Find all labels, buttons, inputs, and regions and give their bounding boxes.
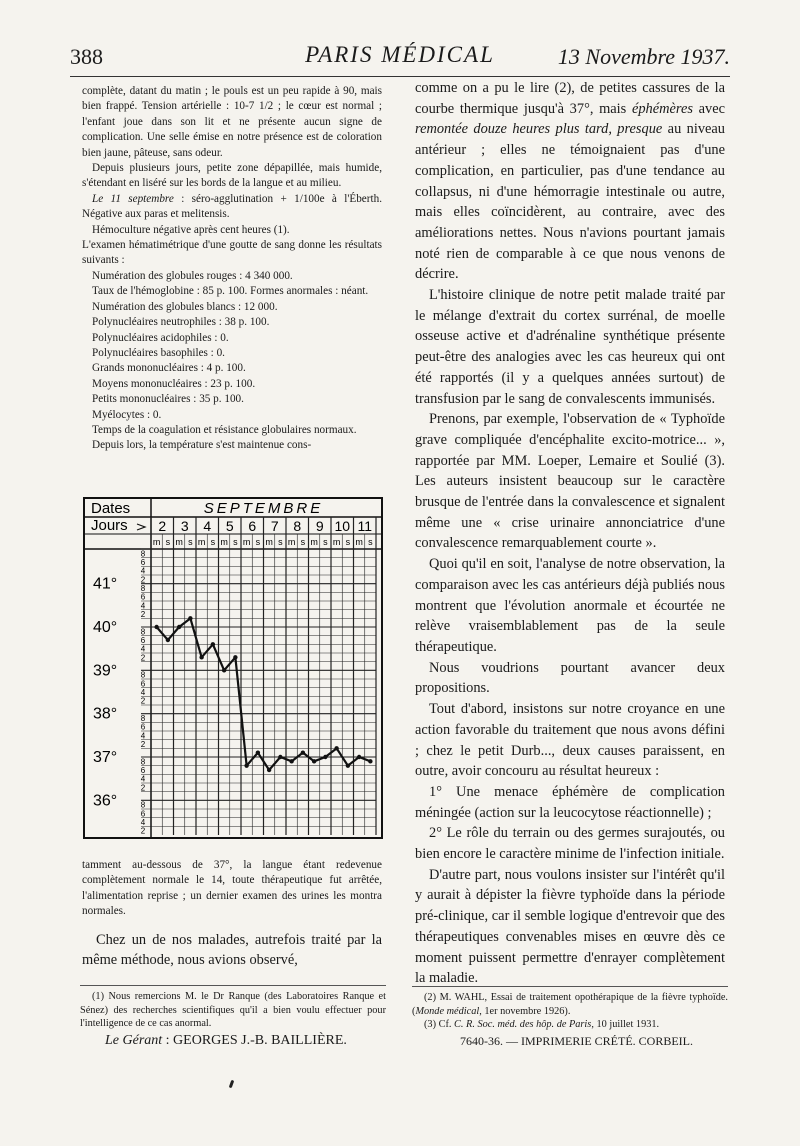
day-label: 5 [225, 518, 234, 534]
ink-mark [229, 1080, 235, 1089]
left-column [82, 84, 382, 454]
temperature-label: 36° [93, 792, 118, 810]
temperature-point [222, 668, 226, 672]
day-label: 4 [203, 518, 212, 534]
temperature-point [177, 625, 181, 629]
result-item: Myélocytes : 0. [92, 408, 162, 421]
tenth-label: 4 [140, 818, 146, 827]
tenth-label: 8 [140, 627, 146, 637]
temperature-chart [83, 497, 383, 839]
journal-name: C. R. Soc. méd. des hôp. de Paris [454, 1019, 592, 1030]
right-paragraph-7: 1° Une menace éphémère de complication méningée (action sur la leucocytose réactionnelle) ; [415, 783, 725, 821]
result-item: Grands mononucléaires : 4 p. 100. [92, 362, 246, 375]
half-day-label: m [355, 537, 363, 547]
tenth-label: 4 [140, 644, 146, 654]
day-label: 8 [293, 518, 302, 534]
tenth-label: 4 [140, 731, 146, 741]
blood-results-list [82, 269, 382, 438]
day-label: 3 [180, 518, 189, 534]
left-paragraph-2: Depuis plusieurs jours, petite zone dépapillée, mais humide, s'étendant en liséré sur les bords de la langue et au milieu. [82, 162, 382, 190]
half-day-label: m [265, 537, 273, 547]
left-paragraph-4: Hémoculture négative après cent heures (1). [92, 223, 290, 236]
half-day-label: m [152, 537, 161, 547]
day-label: 9 [315, 518, 324, 534]
tenth-label: 2 [140, 783, 146, 793]
tenth-label: 6 [140, 679, 146, 689]
half-day-label: m [332, 537, 341, 547]
left-paragraph-8: Chez un de nos malades, autrefois traité par la même méthode, nous avions observé, [82, 931, 382, 969]
tenth-label: 8 [140, 800, 146, 810]
temperature-point [301, 750, 305, 754]
issue-date: 13 Novembre 1937. [557, 44, 730, 69]
tenth-label: 4 [140, 566, 146, 576]
result-item: Moyens mononucléaires : 23 p. 100. [92, 377, 256, 390]
emphasis-ephemeres: éphémères [631, 100, 693, 117]
temperature-chart-svg [83, 497, 383, 839]
half-day-label: s [188, 537, 193, 547]
temperature-label: 37° [93, 749, 118, 766]
footnote-3 [412, 1018, 728, 1032]
half-day-label: s [323, 537, 328, 547]
text-run: (3) Cf. [424, 1019, 455, 1030]
page-number: 388 [70, 44, 103, 69]
text-run: (2) M. WAHL, Essai de traitement opothérapique de la fièvre typhoïde. ( [412, 992, 728, 1017]
agglutination-text: : séro-agglutination + 1/100e à l'Éberth. Négative aux paras et melitensis. [82, 192, 382, 221]
half-day-label: m [175, 537, 183, 547]
tenth-label: 2 [140, 575, 146, 585]
right-paragraph-8: 2° Le rôle du terrain ou des germes surajoutés, ou bien encore le caractère minime de l'infection initiale. [415, 825, 725, 863]
right-paragraph-2: L'histoire clinique de notre petit malade traité par le mélange d'extrait du cortex surrénal, de moelle osseuse active et d'adrénaline synthétique présente peut-être des analogies avec les cas heureux qui ont été rapportés (il y a quelques années surtout) de transfusion par le sang de convalescents immunisés. [415, 287, 725, 407]
tenth-label: 6 [140, 636, 146, 645]
gerant-name: : GEORGES J.-B. BAILLIÈRE. [162, 1033, 347, 1048]
left-footnotes [80, 985, 386, 1031]
tenth-label: 6 [140, 766, 146, 775]
left-paragraph-1: complète, datant du matin ; le pouls est un peu rapide à 90, mais bien frappé. Tension artérielle : 10-7 1/2 ; le cœur est normal ; l'enfant joue dans son lit et ne présente aucun signe de complication. Une selle émise en notre présence est de coloration bien jaune, pâteuse, sans odeur. [82, 85, 382, 159]
temperature-point [346, 763, 350, 767]
result-item: Numération des globules blancs : 12 000. [92, 300, 278, 313]
day-label: 6 [248, 518, 257, 534]
left-column-bottom [82, 858, 382, 971]
tenth-label: 2 [140, 826, 146, 836]
tenth-label: 8 [140, 549, 146, 559]
result-item: Polynucléaires neutrophiles : 38 p. 100. [92, 316, 270, 329]
left-paragraph-3 [82, 192, 382, 223]
temperature-point [368, 759, 372, 763]
half-day-label: s [233, 537, 238, 547]
tenth-label: 6 [140, 592, 146, 602]
right-paragraph-1 [415, 78, 725, 285]
left-paragraph-6: Depuis lors, la température s'est maintenue cons- [92, 439, 312, 452]
half-day-label: m [220, 537, 228, 547]
left-paragraph-5: L'examen hématimétrique d'une goutte de sang donne les résultats suivants : [82, 239, 382, 267]
jours-label: Jours [91, 517, 128, 534]
jours-arrow-icon [137, 524, 145, 530]
temperature-point [256, 750, 260, 754]
right-footnotes [412, 986, 728, 1032]
page-header [70, 40, 730, 77]
result-item: Temps de la coagulation et résistance globulaires normaux. [92, 423, 357, 436]
half-day-label: s [278, 537, 283, 547]
day-label: 7 [270, 518, 279, 534]
temperature-point [244, 763, 248, 767]
result-item: Polynucléaires acidophiles : 0. [92, 331, 229, 344]
tenth-label: 8 [140, 757, 146, 767]
gerant-label: Le Gérant [105, 1033, 163, 1048]
temperature-point [312, 759, 316, 763]
journal-name: Monde médical [415, 1005, 480, 1017]
temperature-point [267, 768, 271, 772]
tenth-label: 8 [140, 584, 146, 593]
tenth-label: 8 [140, 670, 146, 680]
month-title: SEPTEMBRE [203, 500, 324, 517]
temperature-point [357, 755, 361, 759]
tenth-label: 2 [140, 610, 146, 619]
footer-gerant [105, 1033, 347, 1049]
right-paragraph-6: Tout d'abord, insistons sur notre croyance en une action favorable du traitement que nous avons défini ; chez le petit Durb..., deux causes paraissent, en outre, avoir concouru au résultat heureux : [415, 701, 725, 780]
tenth-label: 2 [140, 740, 146, 749]
half-day-label: m [310, 537, 318, 547]
result-item: Petits mononucléaires : 35 p. 100. [92, 393, 244, 406]
temperature-point [323, 755, 327, 759]
temperature-point [154, 625, 158, 629]
text-run: avec [692, 100, 725, 117]
day-label: 11 [357, 518, 373, 534]
day-label: 2 [158, 518, 167, 534]
tenth-label: 6 [140, 722, 146, 732]
right-paragraph-9: D'autre part, nous voulons insister sur l'intérêt qu'il y aurait à dépister la fièvre typhoïde dans la période pré-clinique, car il semble logique d'entrevoir que des thérapeutiques convenables mises en œuvre dès ce moment puissent permettre d'enrayer complètement la maladie. [415, 866, 725, 987]
emphasis-remontee: remontée douze heures plus tard, presque [415, 121, 663, 138]
half-day-label: s [368, 537, 373, 547]
temperature-point [188, 616, 192, 620]
tenth-label: 6 [140, 809, 146, 819]
temperature-point [334, 746, 338, 750]
text-run: comme on a pu le lire (2), de petites cassures de la courbe thermique jusqu'à 37°, mais [415, 80, 725, 117]
tenth-label: 2 [140, 653, 146, 663]
right-paragraph-4: Quoi qu'il en soit, l'analyse de notre observation, la comparaison avec les cas antérieurs déjà publiés nous montrent que l'évolution anormale et écourtée ne relève vraisemblablement pas de la seule thérapeutique. [415, 556, 725, 655]
result-item: Polynucléaires basophiles : 0. [92, 346, 225, 359]
half-day-label: s [255, 537, 261, 547]
result-item: Numération des globules rouges : 4 340 000. [92, 269, 293, 282]
half-day-label: s [210, 537, 216, 547]
temperature-point [278, 755, 282, 759]
tenth-label: 4 [140, 774, 146, 784]
temperature-label: 39° [93, 662, 118, 680]
temperature-point [166, 638, 170, 642]
tenth-label: 4 [140, 688, 146, 697]
half-day-label: m [242, 537, 251, 547]
text-run: , 10 juillet 1931. [591, 1019, 660, 1030]
text-run: , 1er novembre 1926). [479, 1005, 571, 1017]
temperature-label: 41° [93, 575, 118, 593]
dates-label: Dates [91, 500, 131, 517]
tenth-label: 6 [140, 558, 146, 567]
day-label: 10 [334, 518, 351, 534]
temperature-point [233, 655, 237, 659]
journal-title: PARIS MÉDICAL [305, 42, 495, 67]
footer-printer: 7640-36. — IMPRIMERIE CRÉTÉ. CORBEIL. [460, 1034, 693, 1048]
tenth-label: 4 [140, 601, 146, 611]
temperature-point [199, 655, 203, 659]
left-paragraph-7: tamment au-dessous de 37°, la langue étant redevenue complètement normale le 14, toute thérapeutique fut arrêtée, l'alimentation reprise ; un dernier examen des urines les montra normales. [82, 859, 382, 918]
tenth-label: 2 [140, 696, 146, 706]
half-day-label: s [165, 537, 171, 547]
temperature-label: 40° [93, 619, 118, 636]
temperature-point [211, 642, 215, 646]
tenth-label: 8 [140, 714, 146, 723]
temperature-label: 38° [93, 705, 118, 723]
half-day-label: m [197, 537, 206, 547]
right-column [415, 78, 725, 989]
temperature-point [289, 759, 293, 763]
half-day-label: m [287, 537, 296, 547]
right-paragraph-5: Nous voudrions pourtant avancer deux propositions. [415, 659, 725, 697]
result-item: Taux de l'hémoglobine : 85 p. 100. Formes anormales : néant. [92, 285, 369, 298]
half-day-label: s [345, 537, 351, 547]
text-run: au niveau antérieur ; elles ne témoignaient pas d'une complication, en particulier, pas d'une tendance au collapsus, ni d'une hémorragie intestinale ou autre, mais elles coïncidèrent, au contraire, avec des améliorations nettes. Nous n'avions pourtant jamais noté rien de comparable à ce que nous venons de décrire. [415, 121, 725, 283]
footnote-2 [412, 991, 728, 1018]
right-paragraph-3: Prenons, par exemple, l'observation de « Typhoïde grave compliquée d'encéphalite excito-motrice... », rapportée par MM. Loeper, Lemaire et Soulié (3). Les auteurs insistent beaucoup sur le caractère brusque de l'entrée dans la convalescence et signalent même une « crise urinaire annonciatrice d'une convalescence remarquablement courte ». [415, 411, 725, 552]
footnote-1: (1) Nous remercions M. le Dr Ranque (des Laboratoires Ranque et Sénez) des recherches scientifiques qu'il a bien voulu effectuer pour l'intelligence de ce cas anormal. [80, 991, 386, 1029]
date-11-septembre: Le 11 septembre [92, 192, 174, 205]
half-day-label: s [300, 537, 306, 547]
